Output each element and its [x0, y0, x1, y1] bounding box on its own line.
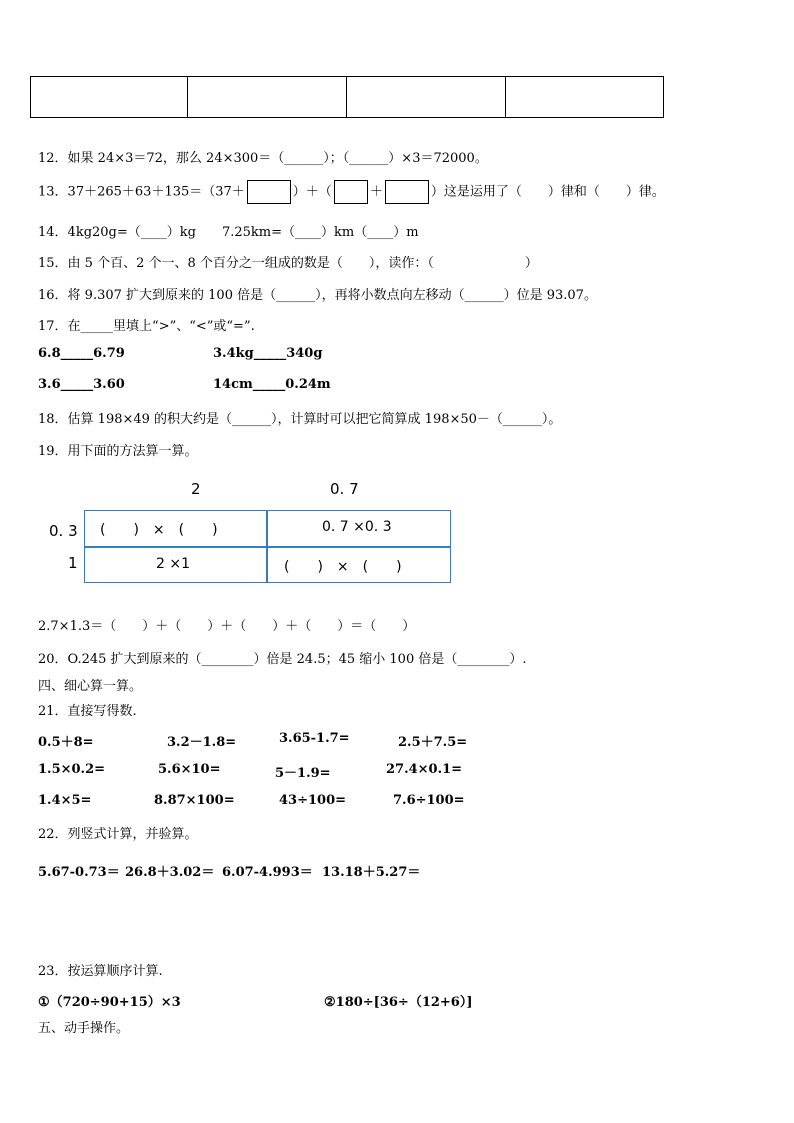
calc-item: 7.6÷100= [393, 793, 465, 808]
question-15: 15．由 5 个百、2 个一、8 个百分之一组成的数是（ ），读作：（ ） [38, 256, 538, 271]
calc-item: 5－1.9= [275, 766, 331, 781]
question-16: 16．将 9.307 扩大到原来的 100 倍是（______），再将小数点向左移动（______）位是 93.07。 [38, 288, 597, 303]
grid-divider [266, 510, 268, 583]
q13-part-c: ＋ [369, 184, 383, 200]
question-14: 14．4kg20g=（____）kg 7.25km=（____）km（____）m [38, 225, 419, 240]
question-17-title: 17．在_____里填上“>”、“<”或“=”. [38, 319, 255, 334]
q13-part-a: 13．37＋265＋63＋135＝（37＋ [38, 184, 245, 200]
top-table-divider [346, 77, 347, 117]
calc-item: 43÷100= [279, 793, 347, 808]
q13-answer-box[interactable] [247, 180, 291, 204]
calc-item: 1.5×0.2= [38, 762, 106, 777]
q17-item: 14cm_____0.24m [213, 377, 331, 392]
calc-item: 3.2－1.8= [167, 735, 237, 750]
vertical-calc-item: 5.67-0.73＝ [38, 865, 120, 880]
grid-col-header: 2 [191, 480, 201, 498]
section-5-heading: 五、动手操作。 [38, 1021, 130, 1036]
calc-item: 5.6×10= [158, 762, 221, 777]
grid-cell: ( ) × ( ) [284, 559, 402, 575]
grid-cell: ( ) × ( ) [100, 522, 218, 538]
q13-answer-box[interactable] [334, 180, 368, 204]
grid-row-header: 1 [68, 554, 78, 572]
question-22-title: 22．列竖式计算，并验算。 [38, 827, 198, 842]
q19-formula: 2.7×1.3＝（ ）＋（ ）＋（ ）＋（ ）＝（ ） [38, 619, 416, 634]
question-19-title: 19．用下面的方法算一算。 [38, 444, 198, 459]
top-table-divider [505, 77, 506, 117]
vertical-calc-item: 6.07-4.993＝ [222, 865, 313, 880]
grid-cell: 0. 7 ×0. 3 [322, 519, 392, 535]
question-23-title: 23．按运算顺序计算. [38, 964, 163, 979]
grid-divider [84, 546, 451, 548]
calc-item: 3.65-1.7= [279, 731, 350, 746]
question-20: 20．O.245 扩大到原来的（________）倍是 24.5；45 缩小 100 倍是（________）. [38, 652, 527, 667]
question-21-title: 21．直接写得数. [38, 704, 137, 719]
q23-item: ①（720÷90+15）×3 [38, 995, 181, 1010]
question-18: 18．估算 198×49 的积大约是（______），计算时可以把它简算成 198×50－（______）。 [38, 412, 562, 427]
question-12: 12．如果 24×3＝72，那么 24×300＝（______）；（______）×3＝72000。 [38, 151, 488, 166]
q13-answer-box[interactable] [385, 180, 429, 204]
calc-item: 2.5＋7.5= [398, 735, 468, 750]
vertical-calc-item: 13.18＋5.27＝ [322, 865, 421, 880]
q17-item: 6.8_____6.79 [38, 346, 125, 361]
calc-item: 1.4×5= [38, 793, 92, 808]
q23-item: ②180÷[36÷（12+6）] [324, 995, 473, 1010]
calc-item: 27.4×0.1= [386, 762, 463, 777]
question-13 [38, 180, 665, 204]
grid-row-header: 0. 3 [49, 522, 78, 540]
section-4-heading: 四、细心算一算。 [38, 679, 143, 694]
q13-part-b: ）＋（ [292, 184, 332, 200]
q17-item: 3.4kg_____340g [213, 346, 323, 361]
top-table [30, 76, 664, 118]
q17-item: 3.6_____3.60 [38, 377, 125, 392]
calc-item: 0.5＋8= [38, 735, 94, 750]
vertical-calc-item: 26.8＋3.02＝ [125, 865, 215, 880]
grid-cell: 2 ×1 [156, 556, 190, 572]
top-table-divider [187, 77, 188, 117]
calc-item: 8.87×100= [154, 793, 235, 808]
grid-col-header: 0. 7 [330, 480, 359, 498]
q13-part-d: ）这是运用了（ ）律和（ ）律。 [430, 184, 665, 200]
